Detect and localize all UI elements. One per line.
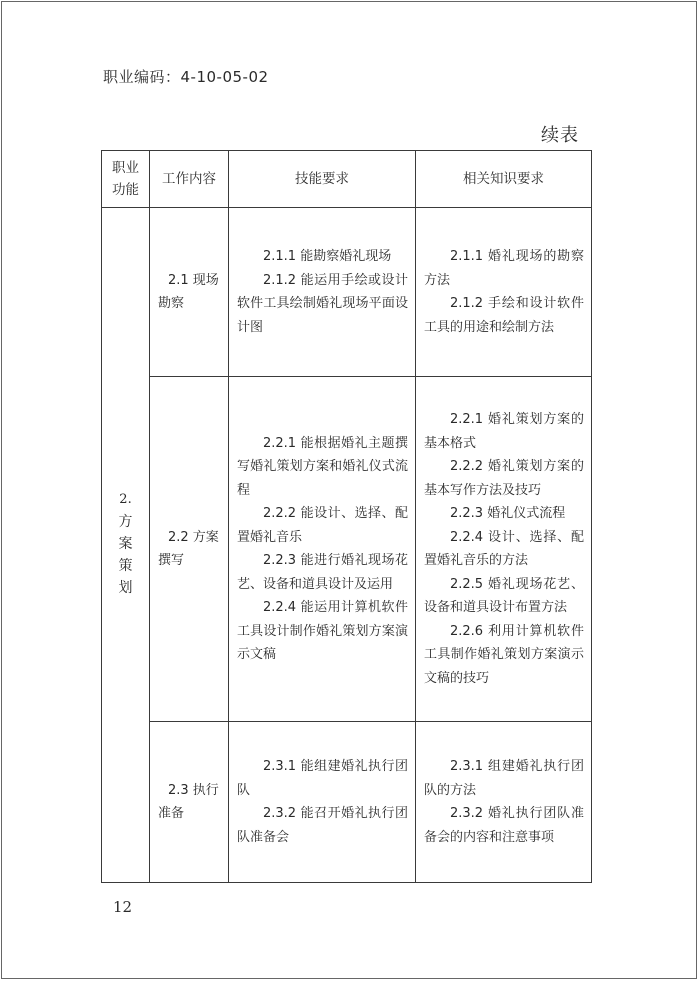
knowledge-cell [416, 377, 592, 722]
knowledge-item: 2.2.1 婚礼策划方案的基本格式 [424, 412, 584, 451]
function-char: 方 [118, 513, 133, 530]
knowledge-item: 2.2.6 利用计算机软件工具制作婚礼策划方案演示文稿的技巧 [424, 623, 584, 686]
work-content-line: 准备 [158, 806, 185, 821]
knowledge-item: 2.3.2 婚礼执行团队准备会的内容和注意事项 [424, 806, 584, 845]
skill-item: 2.2.4 能运用计算机软件工具设计制作婚礼策划方案演示文稿 [237, 600, 408, 662]
function-char: 案 [118, 535, 133, 552]
skill-item: 2.3.2 能召开婚礼执行团队准备会 [237, 806, 408, 845]
skill-item: 2.2.2 能设计、选择、配置婚礼音乐 [237, 506, 408, 545]
work-content-line: 2.2 方案 [168, 530, 219, 545]
skill-item: 2.2.3 能进行婚礼现场花艺、设备和道具设计及运用 [237, 553, 408, 592]
knowledge-item: 2.3.1 组建婚礼执行团队的方法 [424, 759, 584, 798]
table-header-row [102, 151, 592, 208]
knowledge-cell [416, 722, 592, 883]
table-row [102, 208, 592, 377]
header-skill: 技能要求 [229, 151, 416, 208]
header-content: 工作内容 [150, 151, 229, 208]
skills-table [101, 150, 592, 883]
table-row [102, 377, 592, 722]
knowledge-item: 2.2.2 婚礼策划方案的基本写作方法及技巧 [424, 459, 584, 498]
header-function-line: 功能 [112, 182, 139, 198]
skill-item: 2.1.2 能运用手绘或设计软件工具绘制婚礼现场平面设计图 [237, 272, 408, 335]
skill-cell [229, 208, 416, 377]
header-knowledge: 相关知识要求 [416, 151, 592, 208]
work-content-line: 撰写 [158, 553, 185, 568]
knowledge-item: 2.2.5 婚礼现场花艺、设备和道具设计布置方法 [424, 576, 584, 615]
continued-label: 续表 [541, 125, 579, 146]
header-function [102, 151, 150, 208]
work-content-line: 勘察 [158, 296, 185, 311]
work-content-line: 2.1 现场 [168, 273, 219, 288]
knowledge-item: 2.2.4 设计、选择、配置婚礼音乐的方法 [424, 529, 584, 568]
knowledge-item: 2.2.3 婚礼仪式流程 [450, 506, 566, 521]
skill-item: 2.3.1 能组建婚礼执行团队 [237, 759, 408, 798]
work-content-cell [150, 208, 229, 377]
job-code: 职业编码：4-10-05-02 [103, 68, 269, 86]
knowledge-item: 2.1.2 手绘和设计软件工具的用途和绘制方法 [424, 296, 584, 335]
function-number: 2. [119, 491, 132, 507]
function-cell [102, 208, 150, 883]
work-content-cell [150, 377, 229, 722]
header-function-line: 职业 [112, 160, 139, 176]
skill-cell [229, 722, 416, 883]
function-char: 划 [118, 579, 133, 596]
skill-item: 2.1.1 能勘察婚礼现场 [263, 249, 392, 264]
page-number: 12 [113, 898, 133, 916]
skill-item: 2.2.1 能根据婚礼主题撰写婚礼策划方案和婚礼仪式流程 [237, 435, 408, 498]
table-row [102, 722, 592, 883]
knowledge-item: 2.1.1 婚礼现场的勘察方法 [424, 249, 584, 288]
skill-cell [229, 377, 416, 722]
function-char: 策 [118, 557, 133, 574]
knowledge-cell [416, 208, 592, 377]
work-content-line: 2.3 执行 [168, 783, 219, 798]
work-content-cell [150, 722, 229, 883]
